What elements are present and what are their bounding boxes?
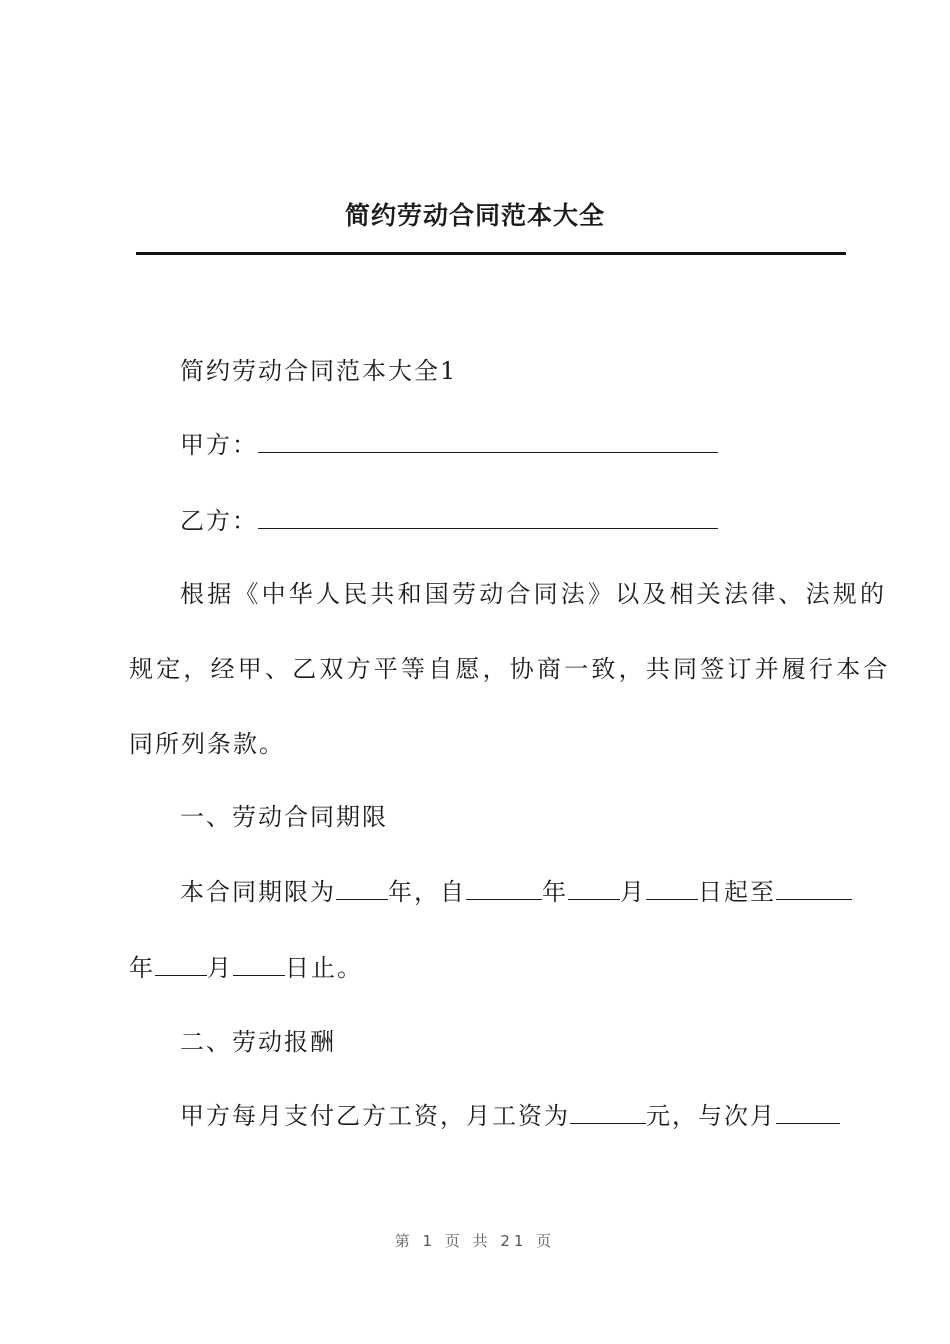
term-text-4: 月 — [620, 878, 646, 906]
page-indicator: 第 1 页 共 21 页 — [394, 1232, 556, 1250]
term-text-5: 日起至 — [698, 878, 776, 906]
party-b-line — [180, 506, 900, 536]
term-text-2: 年，自 — [388, 878, 466, 906]
section-2-heading: 二、劳动报酬 — [180, 1028, 336, 1056]
pay-text-1: 甲方每月支付乙方工资，月工资为 — [180, 1102, 570, 1130]
party-b-blank — [258, 506, 718, 529]
party-a-blank — [258, 430, 718, 453]
term-text-3: 年 — [542, 878, 568, 906]
term-text-8: 日止。 — [285, 954, 363, 982]
end-year-blank — [776, 877, 852, 900]
party-a-line — [180, 430, 900, 460]
start-day-blank — [646, 877, 698, 900]
end-day-blank — [233, 953, 285, 976]
party-b-label: 乙方： — [180, 507, 258, 535]
contract-subtitle: 简约劳动合同范本大全1 — [180, 357, 458, 385]
term-line-2 — [129, 953, 849, 983]
document-title: 简约劳动合同范本大全 — [344, 201, 605, 230]
term-text-6: 年 — [129, 954, 155, 982]
term-years-blank — [336, 877, 388, 900]
pay-line-1 — [180, 1101, 900, 1131]
intro-line-1: 根据《中华人民共和国劳动合同法》以及相关法律、法规的 — [180, 580, 888, 608]
section-1-heading: 一、劳动合同期限 — [180, 803, 388, 831]
end-month-blank — [155, 953, 207, 976]
start-month-blank — [568, 877, 620, 900]
pay-text-2: 元，与次月 — [646, 1102, 776, 1130]
term-text-1: 本合同期限为 — [180, 878, 336, 906]
term-line-1 — [180, 877, 900, 907]
monthly-salary-blank — [570, 1101, 646, 1124]
intro-line-2: 规定，经甲、乙双方平等自愿，协商一致，共同签订并履行本合 — [129, 655, 891, 683]
term-text-7: 月 — [207, 954, 233, 982]
title-divider — [136, 252, 846, 255]
intro-line-3: 同所列条款。 — [129, 730, 285, 758]
pay-day-blank — [776, 1101, 840, 1124]
start-year-blank — [466, 877, 542, 900]
party-a-label: 甲方： — [180, 431, 258, 459]
